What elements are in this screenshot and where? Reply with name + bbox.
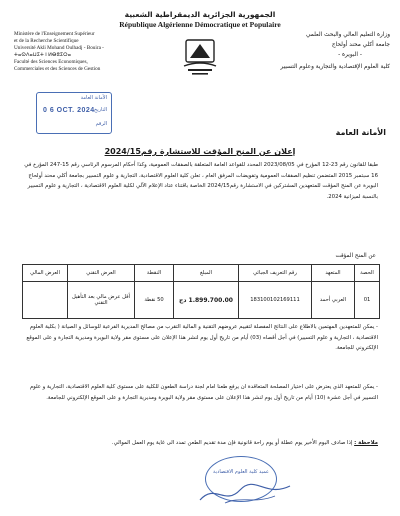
table-row bbox=[23, 282, 380, 319]
th-financial-offer: العرض المالي bbox=[23, 265, 68, 282]
stamp-date: 0 6 OCT. 2024 bbox=[43, 107, 95, 114]
note-label: ملاحظة : bbox=[354, 440, 378, 446]
cell-amount: 1.899.700.00 دج bbox=[174, 282, 239, 319]
th-technical-offer: العرض التقني bbox=[68, 265, 135, 282]
header-ar-university: جامعة أكلي محند أولحاج bbox=[331, 42, 390, 48]
paragraph-legal-basis: طبقا للقانون رقم 23-12 المؤرخ في 2023/08/05 المحدد للقواعد العامة المتعلقة بالصفقات العمومية، وكذا أحكام المرسوم الرئاسي رقم 15-247 المؤرخ في 16 سبتمبر 2015 المتضمن تنظيم الصفقات العمومية وتفويضات المرفق العام ، تعلن كلية العلوم الاقتصادية، التجارية و علوم التسيير بجامعة أكلي محند أولحاج البويرة عن المنح المؤقت للمتعهدين المشتركين في الاستشارة رقم2024/15 الخاصة باقتناء عتاد الإعلام الآلي لكلية العلوم الاقتصادية ، التجارية و علوم التسيير بالنسبة لميزانية 2024. bbox=[24, 162, 378, 200]
note-text: إذا صادف اليوم الأخير يوم عطلة أو يوم راحة قانونية فإن مدة تقديم الطعن تمدد الى غاية يوم العمل الموالي. bbox=[111, 440, 353, 446]
cell-financial-offer bbox=[23, 282, 68, 319]
th-tax-id: رقم التعريف الجبائي bbox=[239, 265, 312, 282]
th-amount: المبلغ bbox=[174, 265, 239, 282]
cell-technical-offer: أقل عرض مالي بعد التأهيل التقني bbox=[68, 282, 135, 319]
award-table bbox=[22, 264, 380, 319]
university-logo-icon bbox=[178, 36, 222, 78]
header-ar-city: - البويرة - bbox=[338, 52, 362, 58]
paragraph-appeal: - يمكن للمتعهد الذي يعترض على اختيار المصلحة المتعاقدة ان يرفع طعنا امام لجنة دراسة الطعون للكلية على مستوى كلية العلوم الاقتصادية، التجارية و علوم التسيير في أجل عشرة (10) أيام من تاريخ أول يوم لنشر هذا الإعلان على مستوى مقر ولاية البويرة ومديرية التجارة و على الموقع الإلكتروني للجامعة. bbox=[29, 384, 378, 401]
cell-bidder: العربي أحمد bbox=[312, 282, 355, 319]
cell-lot: 01 bbox=[355, 282, 380, 319]
note-block bbox=[22, 438, 378, 449]
stamp-date-label: التاريخ bbox=[94, 107, 107, 113]
header-french-republic: République Algérienne Démocratique et Populaire bbox=[119, 20, 281, 29]
reception-stamp bbox=[36, 92, 112, 134]
header-fr-university: Université Akli Mohand Oulhadj - Bouira - bbox=[14, 45, 104, 51]
header-fr-faculty-1: Faculté des Sciences Economiques, bbox=[14, 59, 88, 65]
header-ar-faculty: كلية العلوم الإقتصادية والتجارية وعلوم التسيير bbox=[280, 64, 390, 70]
th-lot: الحصة bbox=[355, 265, 380, 282]
stamp-top-label: الأمانة العامة bbox=[80, 95, 107, 101]
th-score: النقطة bbox=[135, 265, 174, 282]
general-secretariat-heading: الأمانة العامة bbox=[335, 128, 386, 137]
th-bidder: المتعهد bbox=[312, 265, 355, 282]
header-fr-faculty-2: Commerciales et des Sciences de Gestion bbox=[14, 66, 101, 72]
signature-icon bbox=[195, 478, 295, 508]
header-fr-ministry-1: Ministère de l'Enseignement Supérieur bbox=[14, 31, 95, 37]
header-fr-ministry-2: et de la Recherche Scientifique bbox=[14, 38, 79, 44]
cell-score: 50 نقطة bbox=[135, 282, 174, 319]
header-fr-tifinagh: ⵜⴰⵙⴷⴰⵡⵉⵜ ⵏ ⵍⴱⵓⵉⵔⴰ bbox=[14, 52, 72, 58]
header-arabic-republic: الجمهورية الجزائرية الديمقراطية الشعبية bbox=[124, 10, 276, 19]
university-stamp-text: عميد كلية العلوم الاقتصادية bbox=[213, 469, 269, 475]
paragraph-review-results: - يمكن للمتعهدين المهتمين بالاطلاع على النتائج المفصلة لتقييم عروضهم التقنية و المالية التقرب من مصالح المديرية الفرعية للوسائل و الصيانة ( بكلية العلوم الاقتصادية ، التجارية و علوم التسيير) في أجل أقصاه (03) أيام من تاريخ أول يوم لنشر هذا الإعلان على مستوى مقر ولاية البويرة ومديرية التجارة و على الموقع الإلكتروني للجامعة. bbox=[26, 324, 378, 351]
table-header-row bbox=[23, 265, 380, 282]
table-label: عن المنح المؤقت bbox=[335, 253, 376, 259]
document-title: إعلان عن المنح المؤقت للاستشارة رقم2024/15 bbox=[104, 147, 296, 156]
cell-tax-id: 183100102169111 bbox=[239, 282, 312, 319]
header-ar-ministry: وزارة التعليم العالي والبحث العلمي bbox=[305, 32, 390, 38]
stamp-number-label: الرقم bbox=[95, 121, 107, 127]
